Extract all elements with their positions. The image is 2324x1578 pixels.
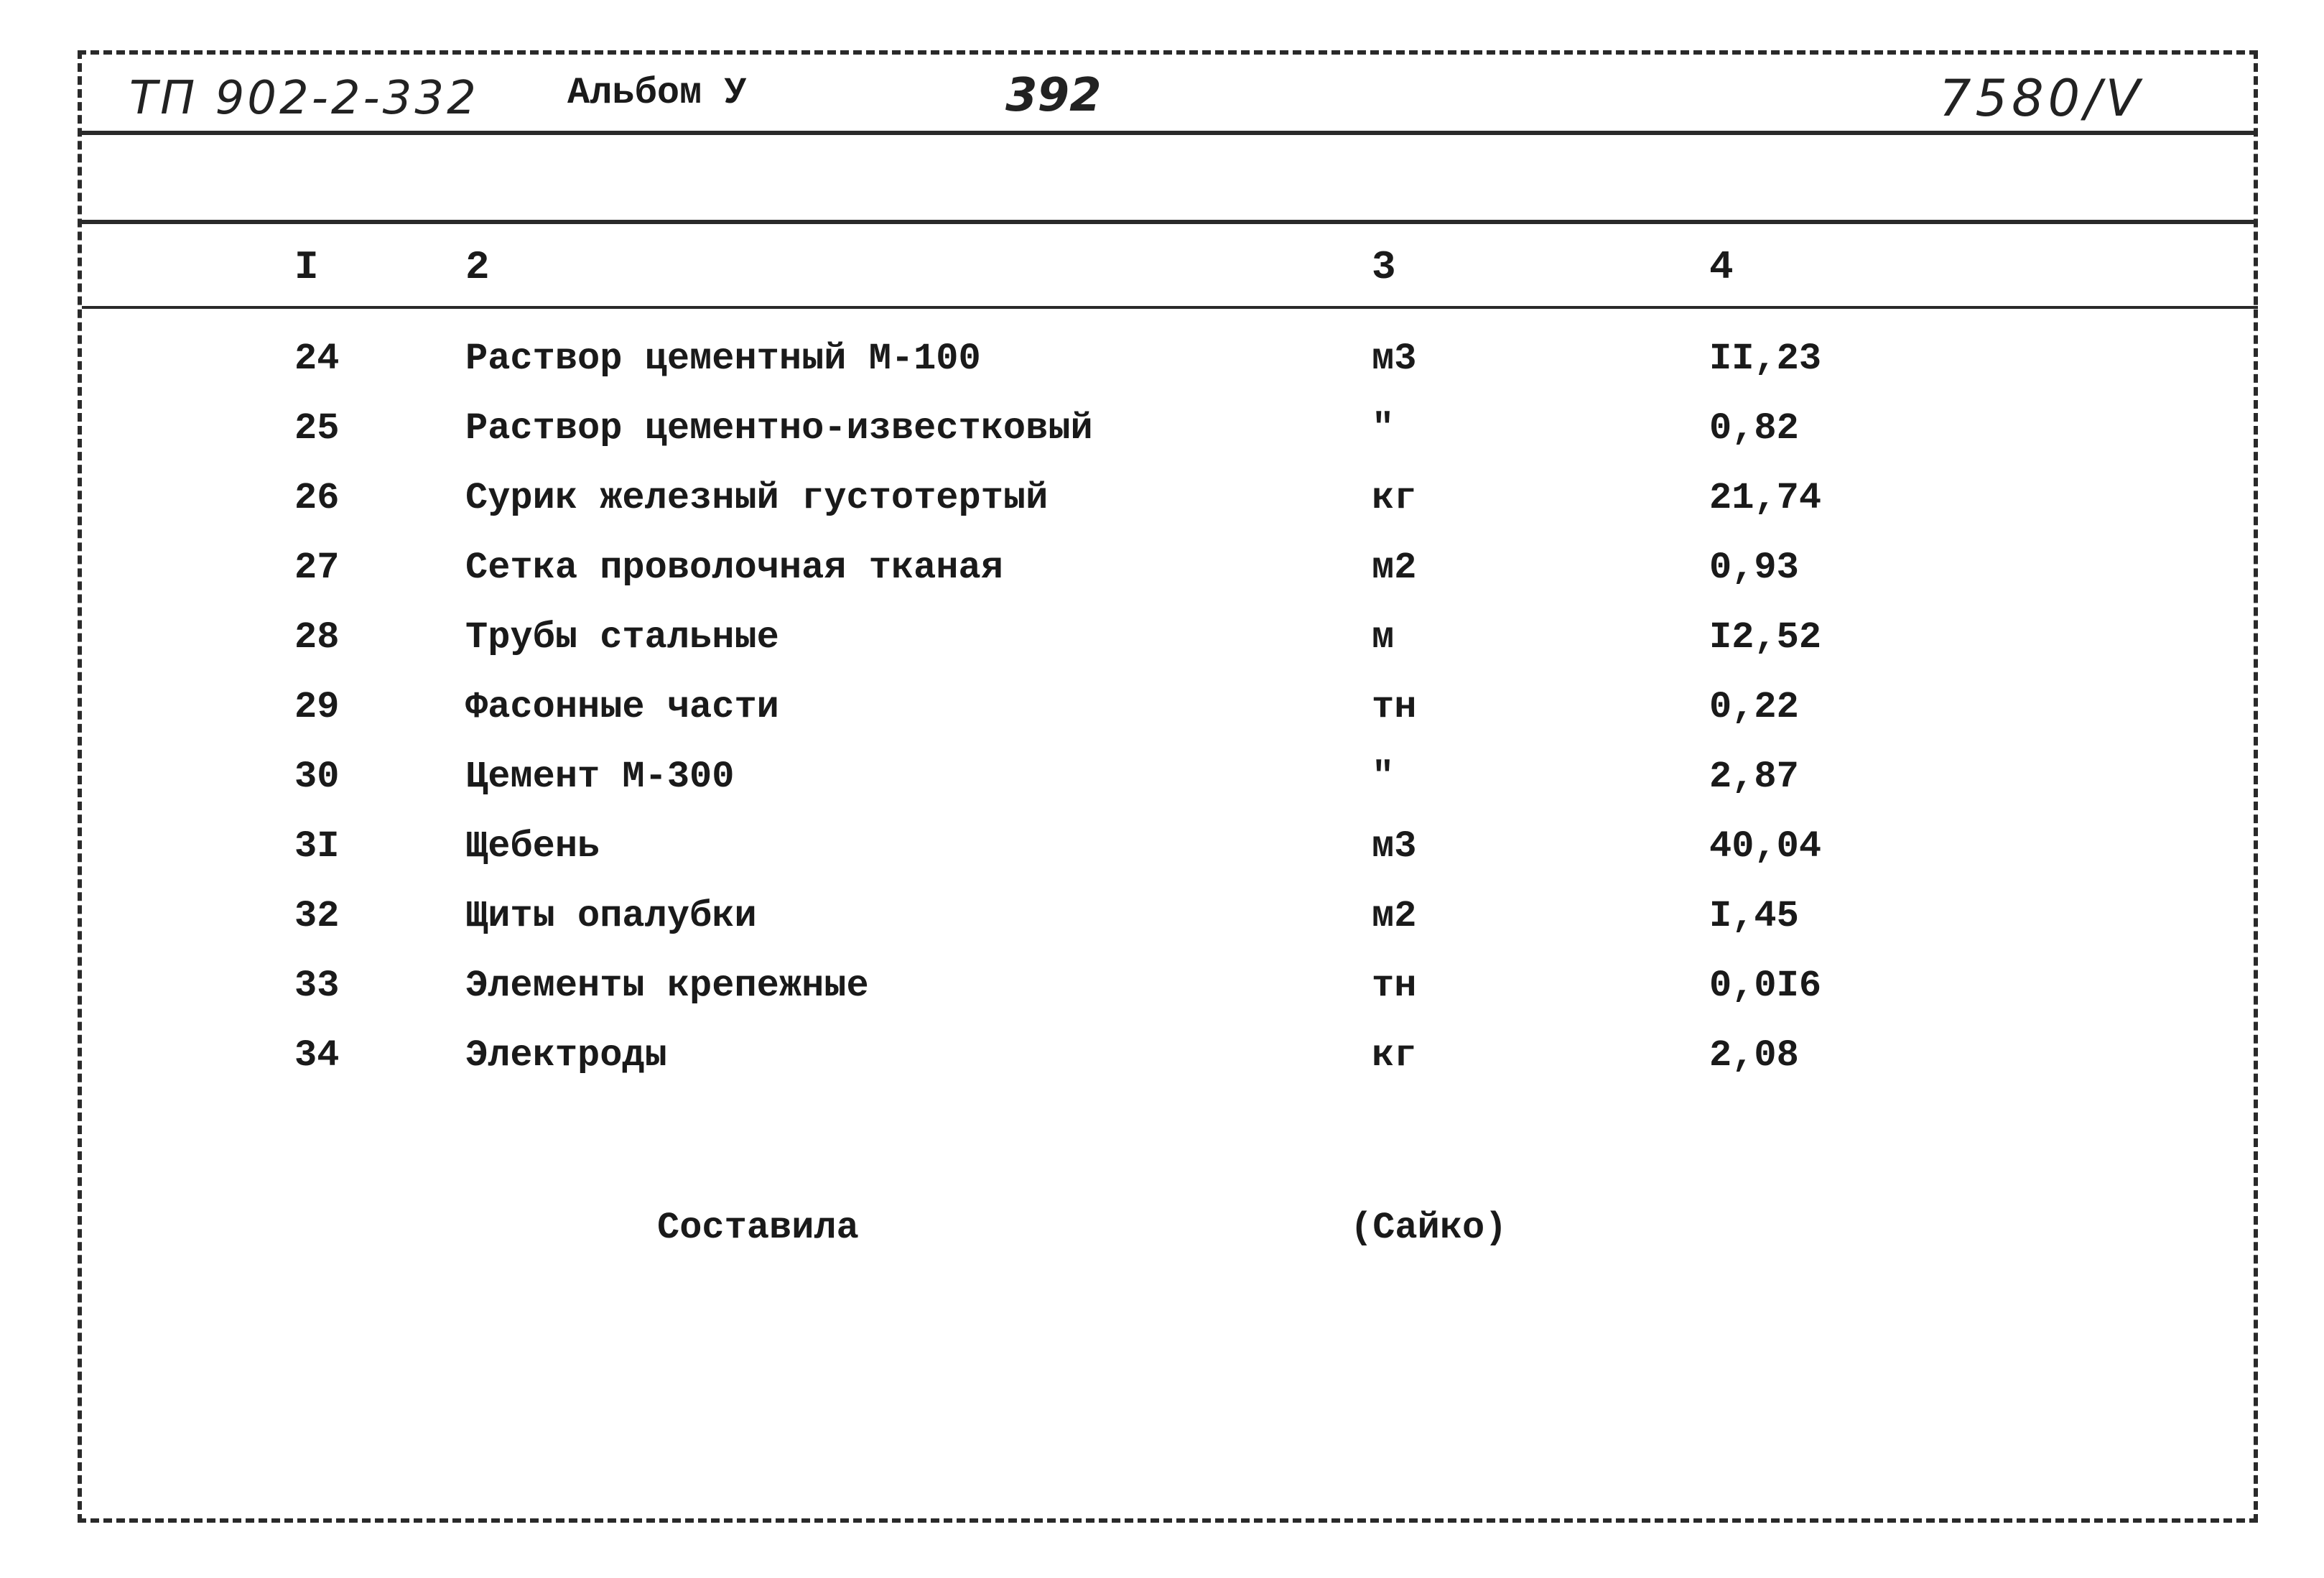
row-number: 27 [294,547,340,589]
compiled-by-label: Составила [657,1207,859,1249]
quantity: 21,74 [1709,477,1822,519]
table-top-divider [82,220,2258,224]
materials-table [0,338,2324,1104]
table-row [0,338,2324,407]
quantity: 2,08 [1709,1034,1799,1077]
unit: м3 [1372,825,1417,868]
material-name: Сурик железный густотертый [465,477,1049,519]
quantity: 0,82 [1709,407,1799,450]
table-row [0,1034,2324,1104]
material-name: Цемент М-300 [465,756,735,798]
document-number: 7580/V [1939,69,2144,128]
table-row [0,407,2324,477]
unit: " [1372,407,1395,450]
table-row [0,756,2324,825]
unit: " [1372,756,1395,798]
material-name: Элементы крепежные [465,965,869,1007]
compiler-name: (Сайко) [1350,1207,1507,1249]
column-header-1: I [294,244,319,290]
quantity: I,45 [1709,895,1799,937]
unit: м3 [1372,338,1417,380]
quantity: 0,93 [1709,547,1799,589]
table-row [0,895,2324,965]
material-name: Сетка проволочная тканая [465,547,1003,589]
table-row [0,616,2324,686]
material-name: Раствор цементно-известковый [465,407,1093,450]
quantity: 0,0I6 [1709,965,1822,1007]
material-name: Трубы стальные [465,616,779,659]
header-divider [82,131,2258,135]
material-name: Щебень [465,825,600,868]
quantity: 0,22 [1709,686,1799,728]
column-header-2: 2 [465,244,490,290]
table-row [0,477,2324,547]
unit: м2 [1372,547,1417,589]
row-number: 34 [294,1034,340,1077]
row-number: 33 [294,965,340,1007]
album-label: Альбом У [567,72,747,114]
row-number: 3I [294,825,340,868]
row-number: 25 [294,407,340,450]
row-number: 30 [294,756,340,798]
column-header-3: 3 [1372,244,1396,290]
column-header-divider [82,306,2258,309]
material-name: Фасонные части [465,686,779,728]
unit: тн [1372,965,1417,1007]
unit: тн [1372,686,1417,728]
row-number: 26 [294,477,340,519]
material-name: Раствор цементный М-100 [465,338,981,380]
material-name: Щиты опалубки [465,895,757,937]
quantity: 40,04 [1709,825,1822,868]
column-header-4: 4 [1709,244,1734,290]
table-row [0,825,2324,895]
unit: кг [1372,477,1417,519]
row-number: 24 [294,338,340,380]
unit: м [1372,616,1395,659]
unit: кг [1372,1034,1417,1077]
material-name: Электроды [465,1034,667,1077]
row-number: 28 [294,616,340,659]
page-number: 392 [1005,69,1102,122]
table-row [0,547,2324,616]
document-code: ТП 902-2-332 [129,72,479,125]
quantity: II,23 [1709,338,1822,380]
row-number: 29 [294,686,340,728]
table-row [0,965,2324,1034]
unit: м2 [1372,895,1417,937]
quantity: 2,87 [1709,756,1799,798]
row-number: 32 [294,895,340,937]
quantity: I2,52 [1709,616,1822,659]
table-row [0,686,2324,756]
